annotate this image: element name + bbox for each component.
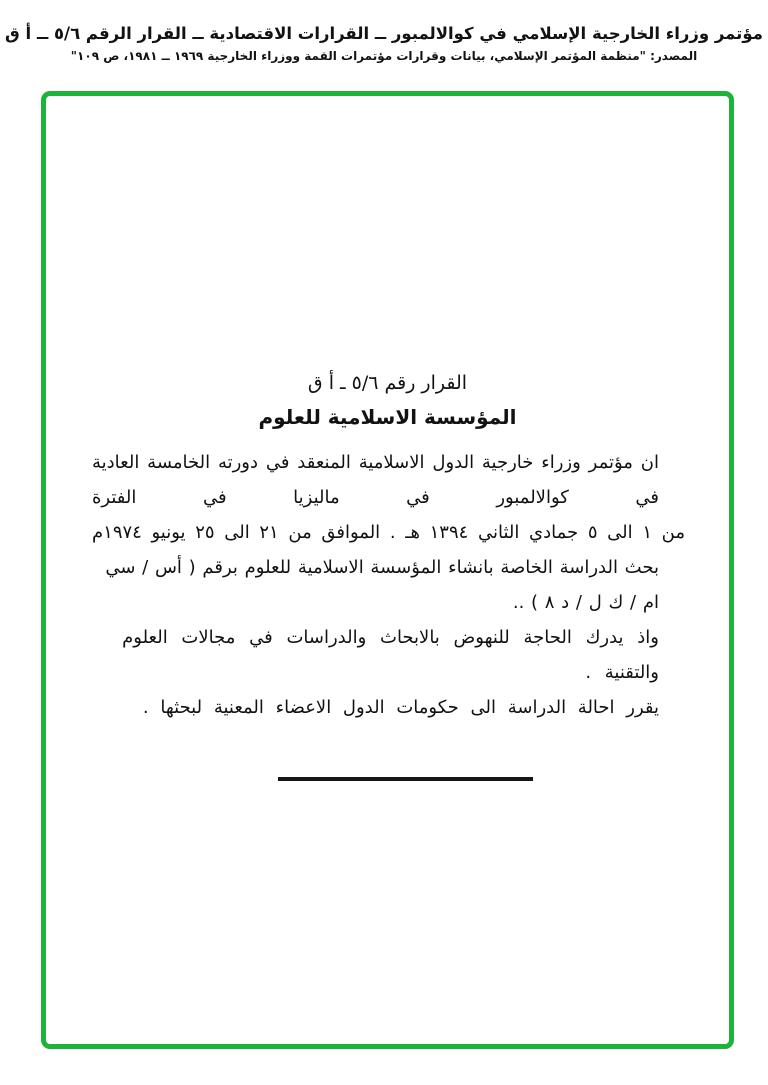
body-line: من ١ الى ٥ جمادي الثاني ١٣٩٤ هـ . الموافق من ٢١ الى ٢٥ يونيو ١٩٧٤م <box>92 522 685 543</box>
body-line: ان مؤتمر وزراء خارجية الدول الاسلامية المنعقد في دورته الخامسة العادية في كوالالمبور في ماليزيا في الفترة <box>92 452 659 508</box>
resolution-body <box>92 445 685 725</box>
resolution-number-title: القرار رقم ٥/٦ ـ أ ق <box>307 372 468 394</box>
citation-header <box>0 23 768 65</box>
end-rule-divider <box>278 777 533 781</box>
page-content <box>46 96 729 781</box>
citation-header-line2: المصدر: "منظمة المؤتمر الإسلامي، بيانات وقرارات مؤتمرات القمة ووزراء الخارجية ١٩٦٩ ــ ١٩٨١، ص ١٠٩" <box>70 49 698 63</box>
body-line: بحث الدراسة الخاصة بانشاء المؤسسة الاسلامية للعلوم برقم ( أس / سي ام / ك ل / د ٨ ) .. <box>105 557 659 613</box>
body-line: يقرر احالة الدراسة الى حكومات الدول الاعضاء المعنية لبحثها . <box>142 697 659 718</box>
resolution-subject-title: المؤسسة الاسلامية للعلوم <box>258 405 517 429</box>
body-line: واذ يدرك الحاجة للنهوض بالابحاث والدراسات في مجالات العلوم والتقنية . <box>122 627 659 683</box>
page-border <box>41 91 734 1049</box>
citation-header-line1: مؤتمر وزراء الخارجية الإسلامي في كوالالمبور ــ القرارات الاقتصادية ــ القرار الرقم ٥/٦ ــ أ ق <box>5 24 763 43</box>
